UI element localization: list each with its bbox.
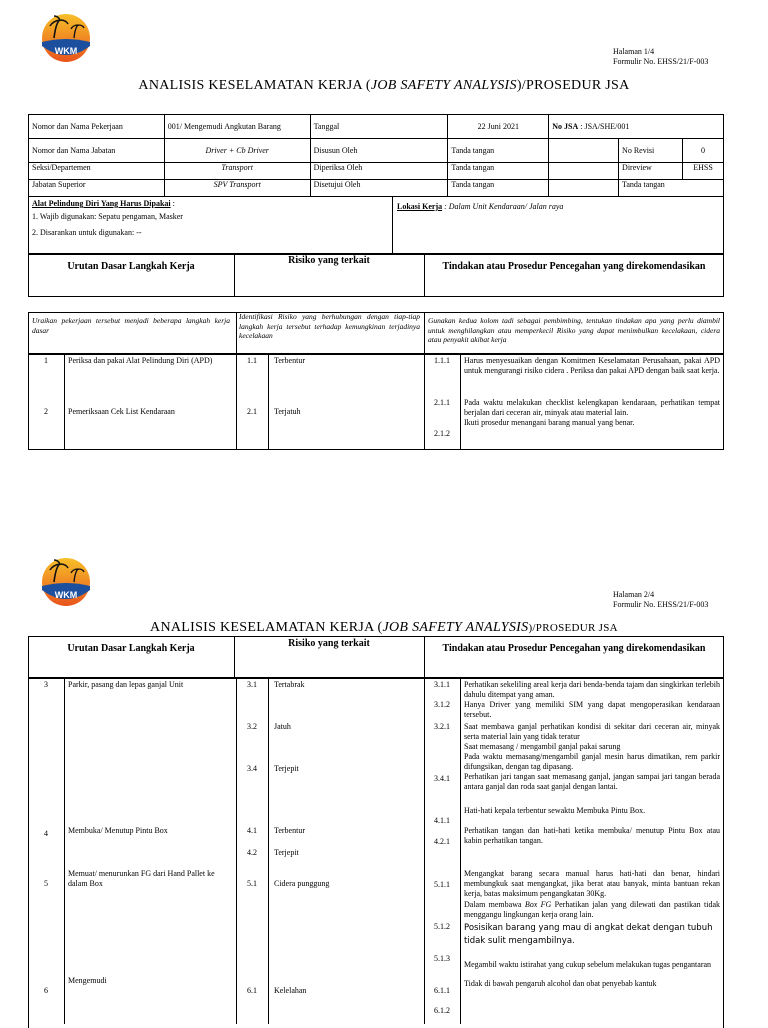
reviewed-label: Direview xyxy=(619,163,683,180)
action-text: Saat membawa ganjal perhatikan kondisi di sekitar dari ceceran air, minyak serta material lain yang tidak teratur xyxy=(464,722,720,741)
risk-text: Jatuh xyxy=(274,722,291,731)
step-text: Periksa dan pakai Alat Pelindung Diri (APD) xyxy=(68,356,213,365)
risk-number: 1.1 xyxy=(247,356,257,365)
page-title: ANALISIS KESELAMATAN KERJA (JOB SAFETY ANALYSIS)/PROSEDUR JSA xyxy=(150,620,618,635)
ppe-title: Alat Pelindung Diri Yang Harus Dipakai : xyxy=(32,199,175,208)
action-number: 3.2.1 xyxy=(434,722,450,731)
info-table-2 xyxy=(28,138,724,197)
position-label: Nomor dan Nama Jabatan xyxy=(29,139,165,163)
action-number: 3.1.1 xyxy=(434,680,450,689)
guide-steps: Uraikan pekerjaan tersebut menjadi beberapa langkah kerja dasar xyxy=(32,316,230,335)
risk-number: 2.1 xyxy=(247,407,257,416)
action-text: Tidak di bawah pengaruh alcohol dan obat penyebab kantuk xyxy=(464,979,657,988)
step-text: Membuka/ Menutup Pintu Box xyxy=(68,826,168,835)
action-text: Perhatikan tangan dan hati-hati ketika membuka/ menutup Pintu Box atau kabin perhatikan tangan. xyxy=(464,826,720,845)
guide-risk: Identifikasi Risiko yang berhubungan dengan tiap-tiap langkah kerja tersebut terhadap kemungkinan terjadinya kecelakaan xyxy=(239,312,420,340)
logo-text: WKM xyxy=(54,46,78,56)
divider xyxy=(64,354,65,450)
guide-action: Gunakan kedua kolom tadi sebagai pembimbing, tentukan tindakan apa yang perlu diambil untuk menghilangkan atau memperkecil Risiko yang dapat menimbulkan kecelakaan, cidera atau penyakit akibat kerja xyxy=(428,316,720,344)
ppe-mandatory: 1. Wajib digunakan: Sepatu pengaman, Masker xyxy=(32,212,183,221)
step-number: 2 xyxy=(44,407,48,416)
divider xyxy=(460,354,461,450)
divider xyxy=(64,678,65,1024)
action-number: 4.2.1 xyxy=(434,837,450,846)
signature-label: Tanda tangan xyxy=(448,163,549,180)
reviewed-value: EHSS xyxy=(682,163,723,180)
approved-by-label: Disetujui Oleh xyxy=(310,180,448,197)
action-text: Ikuti prosedur menangani barang manual yang benar. xyxy=(464,418,635,427)
page-header-info xyxy=(613,47,708,67)
logo-text: WKM xyxy=(54,590,78,600)
divider xyxy=(236,312,237,354)
page-number: Halaman 2/4 xyxy=(613,590,655,599)
work-location: Lokasi Kerja : Dalam Unit Kendaraan/ Jalan raya xyxy=(397,202,564,211)
info-table xyxy=(28,114,724,139)
action-number: 5.1.1 xyxy=(434,880,450,889)
action-number: 5.1.2 xyxy=(434,922,450,931)
action-number: 2.1.1 xyxy=(434,398,450,407)
step-number: 3 xyxy=(44,680,48,689)
step-text: Mengemudi xyxy=(68,976,107,985)
signature-label: Tanda tangan xyxy=(448,180,549,197)
company-logo xyxy=(40,12,92,64)
divider xyxy=(268,354,269,450)
risk-text: Cidera punggung xyxy=(274,879,330,888)
page-title: ANALISIS KESELAMATAN KERJA (JOB SAFETY ANALYSIS)/PROSEDUR JSA xyxy=(138,78,630,93)
action-text: Harus menyesuaikan dengan Komitmen Keselamatan Perusahaan, pakai APD untuk mengurangi risiko cidera . Periksa dan pakai APD dengan baik saat kerja. xyxy=(464,356,720,375)
revision-label: No Revisi xyxy=(619,139,683,163)
step-text: Pemeriksaan Cek List Kendaraan xyxy=(68,407,175,416)
column-action-heading: Tindakan atau Prosedur Pencegahan yang direkomendasikan xyxy=(442,643,706,654)
department-label: Seksi/Departemen xyxy=(29,163,165,180)
superior-value: SPV Transport xyxy=(164,180,310,197)
risk-number: 4.2 xyxy=(247,848,257,857)
action-text: Pada waktu melakukan checklist kelengkapan kendaraan, perhatikan tempat berjalan dari ceceran air, minyak atau material lain. xyxy=(464,398,720,417)
step-text: Memuat/ menurunkan FG dari Hand Pallet ke dalam Box xyxy=(68,869,215,888)
jsa-number: No JSA : JSA/SHE/001 xyxy=(549,115,724,139)
risk-text: Kelelahan xyxy=(274,986,307,995)
signature-label: Tanda tangan xyxy=(448,139,549,163)
action-number: 6.1.1 xyxy=(434,986,450,995)
action-text: Perhatikan jari tangan saat memasang ganjal, jangan sampai jari tangan berada antara ganjal dan roda saat ganjal dengan lantai. xyxy=(464,772,720,791)
page-header-info xyxy=(613,590,708,610)
checked-by-label: Diperiksa Oleh xyxy=(310,163,448,180)
step-number: 5 xyxy=(44,879,48,888)
ppe-recommended: 2. Disarankan untuk digunakan: -- xyxy=(32,228,142,237)
action-number: 6.1.2 xyxy=(434,1006,450,1015)
action-text: Hanya Driver yang memiliki SIM yang dapat mengoperasikan kendaraan tersebut. xyxy=(464,700,720,719)
divider xyxy=(460,678,461,1024)
risk-number: 5.1 xyxy=(247,879,257,888)
action-text: Hati-hati kepala terbentur sewaktu Membuka Pintu Box. xyxy=(464,806,646,815)
prepared-by-label: Disusun Oleh xyxy=(310,139,448,163)
step-number: 1 xyxy=(44,356,48,365)
risk-number: 3.2 xyxy=(247,722,257,731)
risk-number: 4.1 xyxy=(247,826,257,835)
risk-text: Terjatuh xyxy=(274,407,301,416)
action-number: 3.4.1 xyxy=(434,774,450,783)
column-action-heading: Tindakan atau Prosedur Pencegahan yang direkomendasikan xyxy=(442,261,706,272)
action-number: 2.1.2 xyxy=(434,429,450,438)
job-name-value: 001/ Mengemudi Angkutan Barang xyxy=(164,115,310,139)
page-number: Halaman 1/4 xyxy=(613,47,655,56)
divider xyxy=(268,678,269,1024)
department-value: Transport xyxy=(164,163,310,180)
signature-field xyxy=(549,139,619,163)
action-text: Posisikan barang yang mau di angkat dekat dengan tubuh tidak sulit mengambilnya. xyxy=(464,923,713,946)
column-risk-heading: Risiko yang terkait xyxy=(288,638,370,649)
column-steps-heading: Urutan Dasar Langkah Kerja xyxy=(67,643,195,654)
action-number: 1.1.1 xyxy=(434,356,450,365)
action-number: 4.1.1 xyxy=(434,816,450,825)
revision-value: 0 xyxy=(682,139,723,163)
form-number: Formulir No. EHSS/21/F-003 xyxy=(613,600,709,609)
signature-field xyxy=(549,163,619,180)
divider xyxy=(424,312,425,354)
divider xyxy=(392,196,393,254)
job-name-label: Nomor dan Nama Pekerjaan xyxy=(29,115,165,139)
action-text: Mengangkat barang secara manual harus hati-hati dan benar, hindari membungkuk saat mengangkat, jika berat atau banyak, minta bantuan rekan kerja, batas maksimum pengangkatan 30Kg. xyxy=(464,869,720,898)
risk-text: Tertabrak xyxy=(274,680,305,689)
action-text: Perhatikan sekeliling areal kerja dari benda-benda tajam dan singkirkan terlebih dahulu ditempat yang aman. xyxy=(464,680,720,699)
risk-number: 3.4 xyxy=(247,764,257,773)
signature-field xyxy=(549,180,619,197)
risk-number: 6.1 xyxy=(247,986,257,995)
action-text: Saat memasang / mengambil ganjal pakai sarung xyxy=(464,742,621,751)
action-number: 5.1.3 xyxy=(434,954,450,963)
risk-text: Terjepit xyxy=(274,848,299,857)
column-risk-heading: Risiko yang terkait xyxy=(288,255,370,266)
action-text: Dalam membawa Box FG Perhatikan jalan yang dilewati dan pastikan tidak menggangu lingkungan kerja orang lain. xyxy=(464,900,721,919)
step-number: 6 xyxy=(44,986,48,995)
risk-number: 3.1 xyxy=(247,680,257,689)
divider xyxy=(236,354,237,450)
form-number: Formulir No. EHSS/21/F-003 xyxy=(613,57,709,66)
risk-text: Terjepit xyxy=(274,764,299,773)
action-number: 3.1.2 xyxy=(434,700,450,709)
step-number: 4 xyxy=(44,829,48,838)
column-steps-heading: Urutan Dasar Langkah Kerja xyxy=(67,261,195,272)
date-label: Tanggal xyxy=(310,115,448,139)
risk-text: Terbentur xyxy=(274,826,305,835)
position-value: Driver + Cb Driver xyxy=(164,139,310,163)
date-value: 22 Juni 2021 xyxy=(448,115,549,139)
action-text: Megambil waktu istirahat yang cukup sebelum melakukan tugas pengantaran xyxy=(464,960,712,969)
signature-label: Tanda tangan xyxy=(619,180,724,197)
superior-label: Jabatan Superior xyxy=(29,180,165,197)
step-text: Parkir, pasang dan lepas ganjal Unit xyxy=(68,680,184,689)
company-logo xyxy=(40,556,92,608)
risk-text: Terbentur xyxy=(274,356,305,365)
action-text: Pada waktu memasang/mengambil ganjal mesin harus dimatikan, rem parkir difungsikan, dengan tag dipasang. xyxy=(464,752,720,771)
